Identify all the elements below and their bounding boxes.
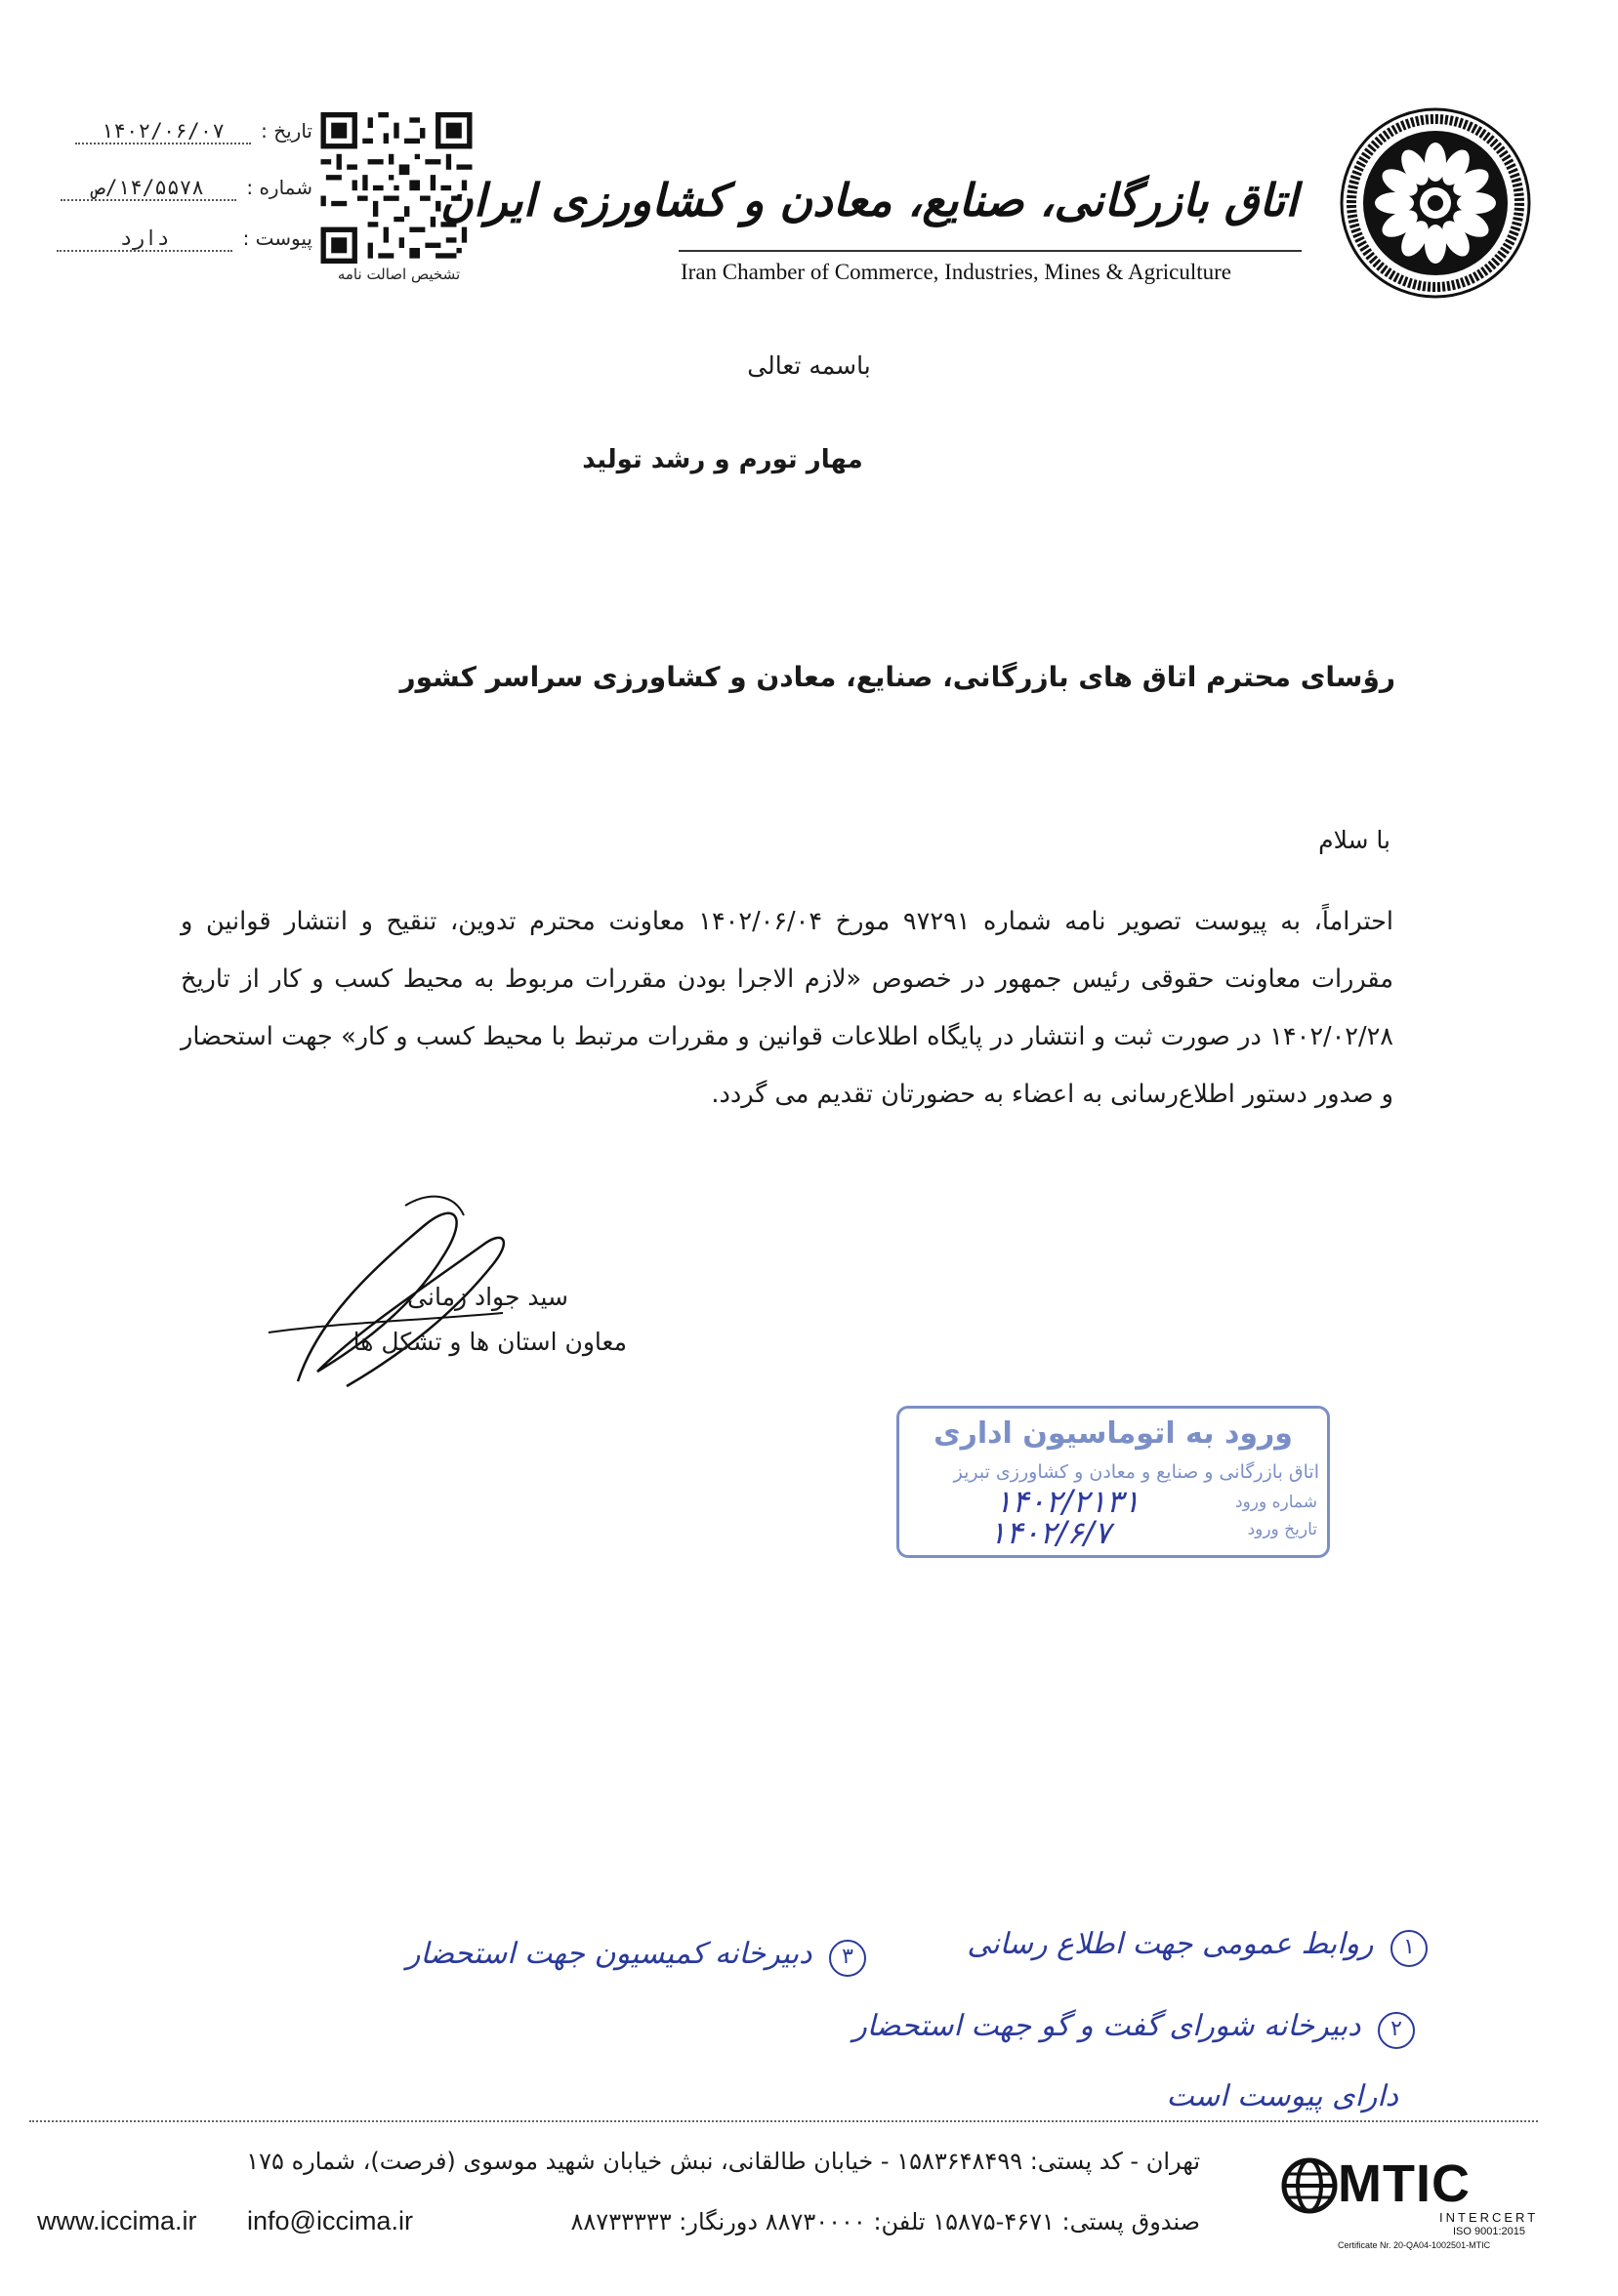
note-4-text: دارای پیوست است [1166, 2079, 1398, 2113]
greeting: با سلام [1318, 826, 1390, 854]
stamp-date-value: ۱۴۰۲/۶/۷ [989, 1514, 1111, 1551]
footer-address: تهران - کد پستی: ۱۵۸۳۶۴۸۴۹۹ - خیابان طالقانی، نبش خیابان شهید موسوی (فرصت)، شماره ۱۷۵ [246, 2148, 1200, 2175]
letter-body: احتراماً، به پیوست تصویر نامه شماره ۹۷۲۹۱ مورخ ۱۴۰۲/۰۶/۰۴ معاونت محترم تدوین، تنقیح و انتشار قوانین و مقررات معاونت حقوقی رئیس جمهور در خصوص «لازم الاجرا بودن مقررات مربوط به محیط کسب و کار از تاریخ ۱۴۰۲/۰۲/۲۸ در صورت ثبت و انتشار در پایگاه اطلاعات قوانین و مقررات مرتبط با محیط کسب و کار» جهت استحضار و صدور دستور اطلاع‌رسانی به اعضاء به حضورتان تقدیم می گردد. [181, 907, 1393, 1109]
chamber-name-en: Iran Chamber of Commerce, Industries, Mines & Agriculture [681, 260, 1231, 284]
bismillah: باسمه تعالی [747, 351, 871, 380]
number-value: ۱۴/۵۵۷۸/ص [61, 176, 236, 201]
date-value: ۱۴۰۲/۰۶/۰۷ [75, 119, 251, 144]
note-1 [967, 1927, 1428, 1967]
date-label: تاریخ : [261, 119, 312, 143]
note-2 [852, 2009, 1415, 2049]
footer-email: info@iccima.ir [247, 2206, 413, 2235]
stamp-date-label: تاریخ ورود [1247, 1520, 1317, 1539]
note-2-text: دبیرخانه شورای گفت و گو جهت استحضار [852, 2009, 1361, 2043]
stamp-org: اتاق بازرگانی و صنایع و معادن و کشاورزی تبریز [953, 1461, 1319, 1483]
number-label: شماره : [246, 176, 312, 199]
footer-divider [29, 2120, 1538, 2123]
attachment-label: پیوست : [242, 226, 312, 250]
number-row [61, 176, 312, 201]
note-3 [406, 1937, 866, 1977]
mtic-intercert: INTERCERT [1439, 2210, 1539, 2225]
slogan: مهار تورم و رشد تولید [582, 445, 863, 474]
signer-name: سید جواد زمانی [407, 1283, 568, 1311]
attachment-row [57, 226, 312, 252]
mtic-iso: ISO 9001:2015 [1453, 2226, 1526, 2237]
note-3-text: دبیرخانه کمیسیون جهت استحضار [406, 1937, 812, 1971]
note-1-number: ۱ [1390, 1930, 1428, 1967]
attachment-value: دارد [57, 226, 232, 252]
signer-title: معاون استان ها و تشکل ها [353, 1328, 627, 1356]
footer-contacts: صندوق پستی: ۴۶۷۱-۱۵۸۷۵ تلفن: ۸۸۷۳۰۰۰۰ دورنگار: ۸۸۷۳۳۳۳۳ [570, 2208, 1200, 2235]
qr-caption: تشخیص اصالت نامه [337, 266, 461, 283]
stamp-number-value: ۱۴۰۲/۲۱۳۱ [995, 1483, 1141, 1520]
footer-website: www.iccima.ir [37, 2206, 197, 2235]
entry-stamp [896, 1406, 1330, 1558]
chamber-name-fa: اتاق بازرگانی، صنایع، معادن و کشاورزی ایران [439, 174, 1298, 226]
date-row [75, 119, 312, 144]
mtic-certificate: Certificate Nr. 20-QA04-1002501-MTIC [1338, 2240, 1491, 2250]
globe-icon [1281, 2157, 1338, 2214]
addressee: رؤسای محترم اتاق های بازرگانی، صنایع، معادن و کشاورزی سراسر کشور [399, 661, 1395, 693]
chamber-logo [1338, 105, 1533, 301]
note-3-number: ۳ [829, 1940, 866, 1977]
stamp-title: ورود به اتوماسیون اداری [933, 1416, 1293, 1451]
mtic-brand: MTIC [1338, 2154, 1471, 2213]
note-4 [1167, 2079, 1399, 2113]
note-1-text: روابط عمومی جهت اطلاع رسانی [967, 1927, 1374, 1961]
header-divider [679, 250, 1302, 252]
note-2-number: ۲ [1378, 2012, 1415, 2049]
stamp-number-label: شماره ورود [1235, 1493, 1317, 1512]
